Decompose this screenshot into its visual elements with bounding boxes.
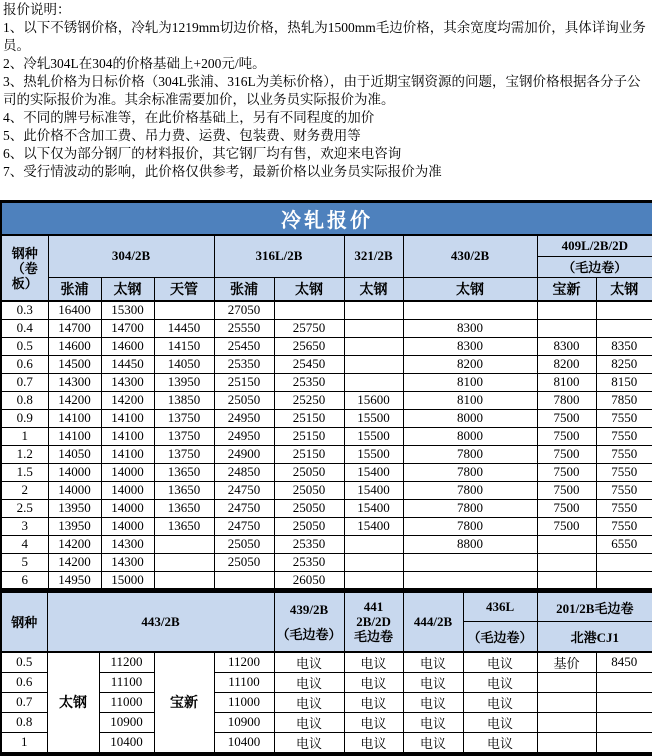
price-cell: 电议	[274, 672, 344, 692]
price-cell: 25050	[214, 553, 274, 571]
price-cell: 电议	[463, 712, 537, 732]
mill-header-taigang: 太钢	[274, 277, 344, 301]
thickness-cell: 0.5	[1, 337, 48, 355]
price-cell: 14000	[101, 481, 154, 499]
price-cell: 7800	[403, 445, 537, 463]
table-row	[1, 672, 652, 692]
empty-price-cell	[596, 672, 652, 692]
price-cell: 11000	[99, 692, 154, 712]
price-cell: 24950	[214, 409, 274, 427]
empty-price-cell	[344, 553, 403, 571]
table-row	[1, 732, 652, 754]
note-line: 1、以下不锈钢价格，冷轧为1219mm切边价格，热轧为1500mm毛边价格，其余宽度均需加价，具体详询业务员。	[3, 20, 646, 53]
price-cell: 25050	[214, 535, 274, 553]
mill-header-zhangpu: 张浦	[214, 277, 274, 301]
price-cell: 15400	[344, 481, 403, 499]
price-cell: 25050	[274, 499, 344, 517]
grade-header-304: 304/2B	[48, 235, 214, 277]
price-cell: 25050	[274, 481, 344, 499]
note-line: 5、此价格不含加工费、吊力费、运费、包装费、财务费用等	[3, 128, 361, 143]
price-cell: 13750	[154, 427, 214, 445]
empty-price-cell	[403, 571, 537, 589]
thickness-cell: 1	[1, 732, 47, 754]
price-cell: 7550	[596, 445, 652, 463]
price-cell: 11100	[214, 672, 274, 692]
price-cell: 电议	[463, 692, 537, 712]
price-cell: 24900	[214, 445, 274, 463]
price-cell: 25150	[274, 427, 344, 445]
thickness-cell: 1	[1, 427, 48, 445]
price-cell: 15300	[101, 301, 154, 319]
secondary-grades-price-table	[0, 590, 652, 756]
price-cell: 13950	[154, 373, 214, 391]
thickness-cell: 1.5	[1, 463, 48, 481]
price-cell: 25050	[274, 517, 344, 535]
price-cell: 电议	[344, 652, 403, 673]
empty-price-cell	[214, 571, 274, 589]
price-cell: 基价	[537, 652, 596, 673]
price-cell: 电议	[344, 692, 403, 712]
price-cell: 10900	[99, 712, 154, 732]
price-cell: 25150	[214, 373, 274, 391]
empty-price-cell	[596, 732, 652, 754]
table1-body	[1, 301, 652, 589]
thickness-cell: 2.5	[1, 499, 48, 517]
empty-price-cell	[537, 732, 596, 754]
price-cell: 25150	[274, 409, 344, 427]
price-cell: 8200	[403, 355, 537, 373]
price-cell: 7500	[537, 481, 596, 499]
thickness-cell: 3	[1, 517, 48, 535]
price-cell: 7850	[596, 391, 652, 409]
price-cell: 25350	[214, 355, 274, 373]
price-cell: 13650	[154, 481, 214, 499]
price-cell: 8200	[537, 355, 596, 373]
price-cell: 8100	[537, 373, 596, 391]
price-cell: 14000	[48, 481, 101, 499]
corner-header-steel-grade: 钢种	[1, 592, 47, 652]
thickness-cell: 0.6	[1, 355, 48, 373]
price-cell: 27050	[214, 301, 274, 319]
price-cell: 电议	[344, 672, 403, 692]
empty-price-cell	[274, 301, 344, 319]
price-cell: 14200	[101, 391, 154, 409]
empty-price-cell	[537, 712, 596, 732]
table1-title-banner: 冷轧报价	[1, 202, 652, 236]
corner-line: （卷	[11, 260, 38, 276]
table2-body	[1, 652, 652, 754]
empty-price-cell	[154, 535, 214, 553]
empty-price-cell	[344, 301, 403, 319]
price-cell: 电议	[274, 712, 344, 732]
price-cell: 8300	[403, 337, 537, 355]
price-cell: 25450	[274, 355, 344, 373]
thickness-cell: 0.7	[1, 373, 48, 391]
price-cell: 14450	[154, 319, 214, 337]
grade-header-201: 201/2B毛边卷	[537, 592, 652, 622]
price-cell: 电议	[403, 712, 463, 732]
price-cell: 13650	[154, 463, 214, 481]
price-cell: 25350	[274, 373, 344, 391]
empty-price-cell	[537, 319, 596, 337]
cold-rolled-price-table	[0, 200, 652, 590]
thickness-cell: 4	[1, 535, 48, 553]
table-row	[1, 712, 652, 732]
empty-price-cell	[596, 553, 652, 571]
price-cell: 24750	[214, 517, 274, 535]
price-cell: 24950	[214, 427, 274, 445]
price-cell: 25750	[274, 319, 344, 337]
table-row	[1, 373, 652, 391]
price-cell: 14150	[154, 337, 214, 355]
price-cell: 13650	[154, 517, 214, 535]
empty-price-cell	[537, 672, 596, 692]
price-cell: 25350	[274, 535, 344, 553]
price-cell: 7550	[596, 499, 652, 517]
price-cell: 24850	[214, 463, 274, 481]
table-row	[1, 463, 652, 481]
price-cell: 13750	[154, 445, 214, 463]
table-row	[1, 427, 652, 445]
price-cell: 7800	[403, 517, 537, 535]
price-cell: 电议	[344, 732, 403, 754]
price-cell: 电议	[274, 732, 344, 754]
price-cell: 14050	[48, 445, 101, 463]
thickness-cell: 0.5	[1, 652, 47, 673]
grade-header-321: 321/2B	[344, 235, 403, 277]
price-cell: 11200	[99, 652, 154, 673]
price-cell: 14600	[101, 337, 154, 355]
empty-price-cell	[537, 301, 596, 319]
price-cell: 7800	[403, 499, 537, 517]
price-cell: 25550	[214, 319, 274, 337]
corner-line: 钢种	[11, 245, 38, 261]
table-row	[1, 592, 652, 622]
corner-header-steel-grade	[1, 235, 48, 301]
table-row	[1, 409, 652, 427]
empty-price-cell	[537, 553, 596, 571]
price-cell: 电议	[463, 732, 537, 754]
price-cell: 14700	[48, 319, 101, 337]
price-cell: 7500	[537, 445, 596, 463]
empty-price-cell	[596, 571, 652, 589]
price-cell: 8250	[596, 355, 652, 373]
grade-header-line: 439/2B	[289, 601, 329, 617]
table-row	[1, 535, 652, 553]
empty-price-cell	[537, 535, 596, 553]
price-cell: 13850	[154, 391, 214, 409]
price-cell: 15400	[344, 499, 403, 517]
price-cell: 13750	[154, 409, 214, 427]
note-line: 2、冷轧304L在304的价格基础上+200元/吨。	[3, 56, 266, 71]
price-cell: 8800	[403, 535, 537, 553]
grade-header-444: 444/2B	[403, 592, 463, 652]
empty-price-cell	[344, 337, 403, 355]
empty-price-cell	[596, 712, 652, 732]
price-cell: 7500	[537, 409, 596, 427]
mill-header-baoxin: 宝新	[537, 277, 596, 301]
table-row	[1, 277, 652, 301]
price-cell: 14100	[101, 427, 154, 445]
price-cell: 14500	[48, 355, 101, 373]
empty-price-cell	[154, 553, 214, 571]
price-cell: 13950	[48, 499, 101, 517]
thickness-cell: 0.3	[1, 301, 48, 319]
price-cell: 14300	[48, 373, 101, 391]
price-cell: 14950	[48, 571, 101, 589]
price-cell: 25050	[274, 463, 344, 481]
empty-price-cell	[596, 692, 652, 712]
grade-header-line: （毛边卷）	[276, 626, 342, 642]
price-cell: 6550	[596, 535, 652, 553]
price-cell: 14200	[48, 553, 101, 571]
price-cell: 8100	[403, 373, 537, 391]
empty-price-cell	[344, 373, 403, 391]
price-cell: 8150	[596, 373, 652, 391]
mill-header-taigang: 太钢	[596, 277, 652, 301]
empty-price-cell	[596, 301, 652, 319]
thickness-cell: 0.8	[1, 391, 48, 409]
mill-header-taigang: 太钢	[101, 277, 154, 301]
mill-header-zhangpu: 张浦	[48, 277, 101, 301]
grade-header-line: 441	[363, 599, 384, 615]
price-cell: 7550	[596, 409, 652, 427]
price-cell: 14300	[101, 535, 154, 553]
grade-header-430: 430/2B	[403, 235, 537, 277]
price-cell: 7500	[537, 427, 596, 445]
price-cell: 电议	[344, 712, 403, 732]
thickness-cell: 0.8	[1, 712, 47, 732]
grade-subheader-436L-mill-edge: （毛边卷）	[463, 622, 537, 652]
mill-header-tianguan: 天管	[154, 277, 214, 301]
empty-price-cell	[344, 571, 403, 589]
grade-header-441	[344, 592, 403, 652]
grade-header-409L: 409L/2B/2D	[537, 235, 652, 256]
empty-price-cell	[154, 301, 214, 319]
price-cell: 14450	[101, 355, 154, 373]
price-cell: 14100	[48, 427, 101, 445]
table-row	[1, 301, 652, 319]
price-cell: 7800	[403, 481, 537, 499]
price-cell: 7500	[537, 517, 596, 535]
price-cell: 14100	[48, 409, 101, 427]
mill-name-cell: 太钢	[47, 652, 99, 754]
price-cell: 25350	[274, 553, 344, 571]
corner-line: 板）	[11, 275, 38, 291]
table-row	[1, 235, 652, 256]
empty-price-cell	[403, 301, 537, 319]
price-cell: 14300	[101, 373, 154, 391]
price-cell: 7550	[596, 517, 652, 535]
price-cell: 14000	[101, 517, 154, 535]
empty-price-cell	[403, 553, 537, 571]
empty-price-cell	[537, 571, 596, 589]
note-line: 4、不同的牌号标准等，在此价格基础上，另有不同程度的加价	[3, 110, 375, 125]
thickness-cell: 0.4	[1, 319, 48, 337]
price-cell: 7500	[537, 499, 596, 517]
price-cell: 14100	[101, 409, 154, 427]
price-cell: 24750	[214, 481, 274, 499]
price-cell: 14300	[101, 553, 154, 571]
table-row	[1, 481, 652, 499]
price-cell: 14000	[101, 499, 154, 517]
price-cell: 25250	[274, 391, 344, 409]
grade-header-443: 443/2B	[47, 592, 274, 652]
thickness-cell: 6	[1, 571, 48, 589]
price-cell: 电议	[403, 692, 463, 712]
thickness-cell: 2	[1, 481, 48, 499]
price-cell: 7800	[403, 463, 537, 481]
empty-price-cell	[344, 355, 403, 373]
table-row	[1, 319, 652, 337]
table-row	[1, 517, 652, 535]
table-row	[1, 571, 652, 589]
price-cell: 14100	[101, 445, 154, 463]
mill-header-beigang-cj1: 北港CJ1	[537, 622, 652, 652]
grade-subheader-409L-mill-edge: （毛边卷）	[537, 256, 652, 277]
price-cell: 7800	[537, 391, 596, 409]
price-cell: 10400	[214, 732, 274, 754]
price-cell: 电议	[274, 692, 344, 712]
price-cell: 14000	[101, 463, 154, 481]
price-cell: 8000	[403, 427, 537, 445]
price-cell: 电议	[463, 652, 537, 673]
grade-header-439	[274, 592, 344, 652]
price-cell: 15400	[344, 463, 403, 481]
grade-header-line: 2B/2D	[356, 614, 391, 630]
table-row	[1, 337, 652, 355]
grade-header-316L: 316L/2B	[214, 235, 344, 277]
price-cell: 11200	[214, 652, 274, 673]
table-row	[1, 692, 652, 712]
grade-header-line: 毛边卷	[354, 629, 394, 645]
price-cell: 13950	[48, 517, 101, 535]
note-line: 7、受行情波动的影响，此价格仅供参考，最新价格以业务员实际报价为准	[3, 164, 442, 179]
table-row	[1, 445, 652, 463]
price-cell: 26050	[274, 571, 344, 589]
price-cell: 25650	[274, 337, 344, 355]
price-cell: 8350	[596, 337, 652, 355]
price-cell: 15600	[344, 391, 403, 409]
price-cell: 14600	[48, 337, 101, 355]
empty-price-cell	[344, 319, 403, 337]
price-cell: 8300	[403, 319, 537, 337]
price-cell: 25450	[214, 337, 274, 355]
price-cell: 15500	[344, 445, 403, 463]
thickness-cell: 0.6	[1, 672, 47, 692]
table-row	[1, 202, 652, 236]
table-row	[1, 355, 652, 373]
empty-price-cell	[596, 319, 652, 337]
mill-name-cell: 宝新	[154, 652, 214, 754]
price-cell: 10900	[214, 712, 274, 732]
price-cell: 10400	[99, 732, 154, 754]
price-cell: 24750	[214, 499, 274, 517]
price-cell: 8450	[596, 652, 652, 673]
price-cell: 电议	[274, 652, 344, 673]
price-cell: 8300	[537, 337, 596, 355]
price-cell: 电议	[403, 672, 463, 692]
table-row	[1, 391, 652, 409]
thickness-cell: 1.2	[1, 445, 48, 463]
price-cell: 15400	[344, 517, 403, 535]
price-cell: 14200	[48, 535, 101, 553]
price-cell: 13650	[154, 499, 214, 517]
price-cell: 16400	[48, 301, 101, 319]
price-cell: 11100	[99, 672, 154, 692]
price-cell: 15000	[101, 571, 154, 589]
notes-section	[0, 0, 652, 200]
table-row	[1, 553, 652, 571]
price-cell: 11000	[214, 692, 274, 712]
price-cell: 7550	[596, 481, 652, 499]
note-line: 6、以下仅为部分钢厂的材料报价，其它钢厂均有售，欢迎来电咨询	[3, 146, 402, 161]
price-cell: 7500	[537, 463, 596, 481]
price-cell: 8100	[403, 391, 537, 409]
table-row	[1, 652, 652, 673]
price-cell: 14000	[48, 463, 101, 481]
price-cell: 14700	[101, 319, 154, 337]
empty-price-cell	[537, 692, 596, 712]
thickness-cell: 0.9	[1, 409, 48, 427]
price-cell: 25150	[274, 445, 344, 463]
price-cell: 8000	[403, 409, 537, 427]
price-cell: 7550	[596, 427, 652, 445]
price-cell: 14200	[48, 391, 101, 409]
grade-header-436L: 436L	[463, 592, 537, 622]
mill-header-taigang: 太钢	[403, 277, 537, 301]
thickness-cell: 0.7	[1, 692, 47, 712]
note-line: 3、热轧价格为日标价格（304L张浦、316L为美标价格），由于近期宝钢资源的问题，宝钢价格根据各分子公司的实际报价为准。其余标准需要加价，以业务员实际报价为准。	[3, 74, 641, 107]
price-cell: 15500	[344, 409, 403, 427]
price-cell: 14050	[154, 355, 214, 373]
table-row	[1, 499, 652, 517]
price-cell: 15500	[344, 427, 403, 445]
notes-title: 报价说明：	[3, 2, 71, 17]
price-cell: 25050	[214, 391, 274, 409]
price-cell: 电议	[403, 732, 463, 754]
empty-price-cell	[344, 535, 403, 553]
price-cell: 电议	[403, 652, 463, 673]
mill-header-taigang: 太钢	[344, 277, 403, 301]
price-cell: 7550	[596, 463, 652, 481]
price-cell: 电议	[463, 672, 537, 692]
thickness-cell: 5	[1, 553, 48, 571]
empty-price-cell	[154, 571, 214, 589]
